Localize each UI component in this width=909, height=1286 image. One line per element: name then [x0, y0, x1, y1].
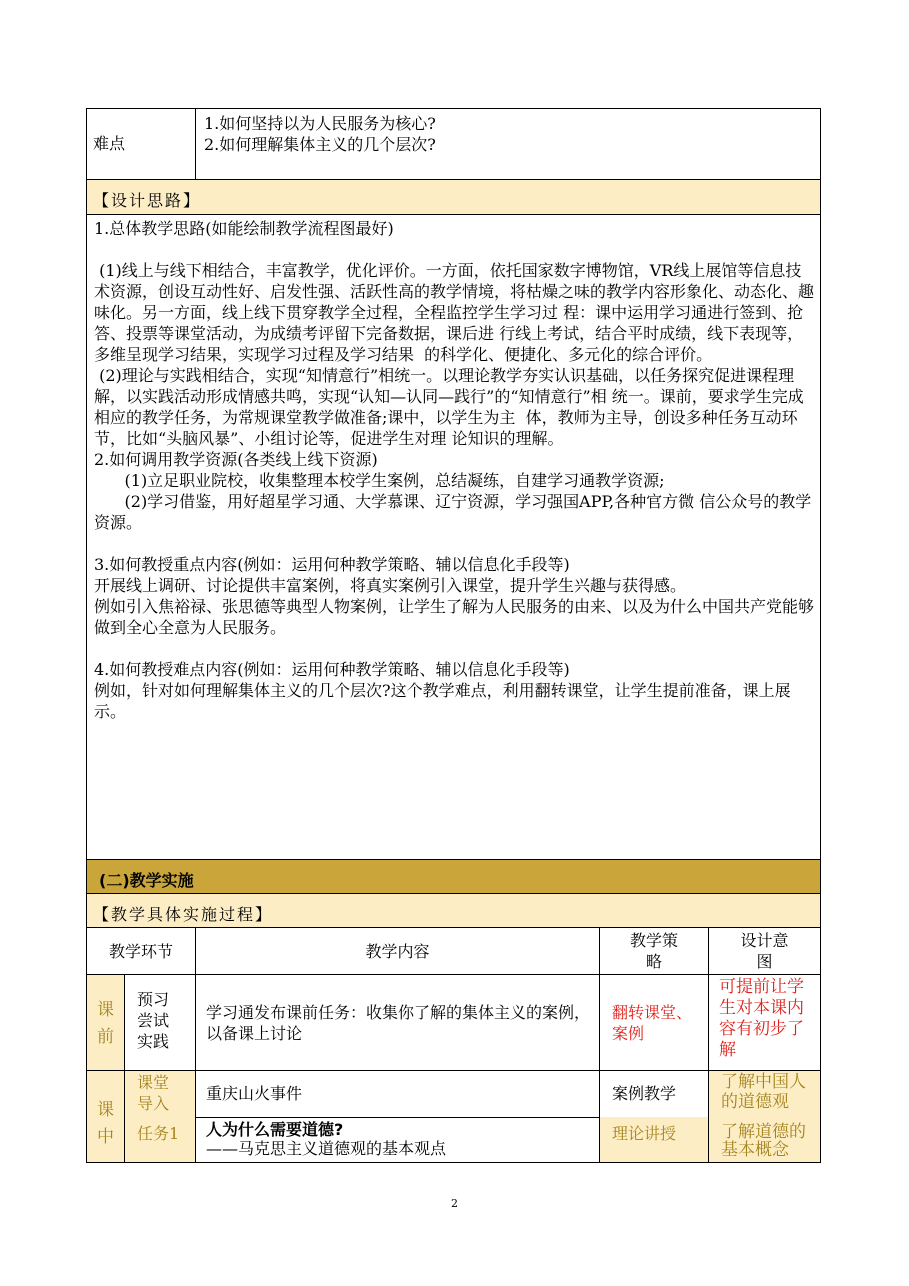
content-cell: 学习通发布课前任务：收集你了解的集体主义的案例，以备课上讨论 — [195, 975, 599, 1070]
design-para: 例如，针对如何理解集体主义的几个层次?这个教学难点，利用翻转课堂，让学生提前准备，课上展示。 — [94, 681, 791, 721]
difficulty-items — [195, 109, 820, 179]
design-para — [94, 533, 814, 554]
table-row — [124, 1071, 820, 1118]
content-cell: 重庆山火事件 — [195, 1071, 599, 1117]
design-para — [94, 239, 814, 260]
design-para: (1)立足职业院校，收集整理本校学生案例，总结凝练，自建学习通教学资源; — [94, 471, 665, 490]
design-para: 4.如何教授难点内容(例如：运用何种教学策略、辅以信息化手段等) — [94, 660, 570, 679]
design-para: (1)线上与线下相结合，丰富教学，优化评价。一方面，依托国家数字博物馆，VR线上展馆等信息技术资源，创设互动性好、启发性强、活跃性高的教学情境，将枯燥之味的教学内容形象化、动态化、趣味化。另一方面，线上线下贯穿教学全过程，全程监控学生学习过 程：课中运用学习通进行签到、抢答、投票等课堂活动，为成绩考评留下完备数据，课后进 行线上考试，结合平时成绩，线下表现等，多维呈现学习结果，实现学习过程及学习结果 的科学化、便捷化、多元化的综合评价。 — [94, 261, 815, 364]
column-content: 教学内容 — [195, 928, 599, 974]
phase-cell: 课前 — [87, 975, 124, 1070]
step-cell: 任务1 — [124, 1117, 195, 1162]
design-para: (2)理论与实践相结合，实现“知情意行”相统一。以理论教学夯实认识基础，以任务探究促进课程理解，以实践活动形成情感共鸣，实现“认知—认同—践行”的“知情意行”相 统一。课前，要求学生完成相应的教学任务，为常规课堂教学做准备;课中，以学生为主 体，教师为主导，创设多种任务互动环节，比如“头脑风暴”、小组讨论等，促进学生对理 论知识的理解。 — [94, 366, 804, 448]
step-cell: 课堂导入 — [124, 1071, 195, 1117]
design-para: 2.如何调用教学资源(各类线上线下资源) — [94, 450, 378, 469]
column-strategy: 教学策略 — [599, 928, 708, 974]
page-number: 2 — [451, 1197, 458, 1210]
design-body — [87, 215, 820, 859]
design-para: 1.总体教学思路(如能绘制教学流程图最好) — [94, 219, 394, 238]
step-cell: 预习尝试实践 — [124, 975, 195, 1070]
table-row — [86, 975, 821, 1071]
phase-cell: 课中 — [87, 1071, 124, 1162]
document-page — [86, 108, 821, 1163]
implementation-title-row — [86, 860, 821, 894]
column-stage: 教学环节 — [108, 942, 173, 961]
intent-cell: 了解道德的基本概念 — [708, 1117, 820, 1162]
design-body-row — [86, 215, 821, 860]
design-header-row — [86, 180, 821, 215]
table-row — [124, 1117, 820, 1162]
task-subtitle: ——马克思主义道德观的基本观点 — [206, 1139, 447, 1158]
strategy-cell: 案例教学 — [599, 1071, 708, 1117]
implementation-subheader: 【教学具体实施过程】 — [93, 905, 274, 924]
design-para: 例如引入焦裕禄、张思德等典型人物案例，让学生了解为人民服务的由来、以及为什么中国共产党能够做到全心全意为人民服务。 — [94, 597, 815, 637]
content-cell — [195, 1117, 599, 1162]
difficulty-item-1: 1.如何坚持以为人民服务为核心? — [204, 114, 436, 133]
difficulty-row — [86, 108, 821, 180]
table-row-group — [86, 1071, 821, 1163]
strategy-cell: 理论讲授 — [599, 1117, 708, 1162]
intent-cell: 可提前让学生对本课内容有初步了解 — [708, 975, 820, 1070]
design-header: 【设计思路】 — [93, 191, 202, 210]
difficulty-item-2: 2.如何理解集体主义的几个层次? — [204, 135, 436, 154]
table-header-row — [86, 928, 821, 975]
design-para: 开展线上调研、讨论提供丰富案例，将真实案例引入课堂，提升学生兴趣与获得感。 — [94, 576, 687, 595]
design-para: (2)学习借鉴，用好超星学习通、大学慕课、辽宁资源，学习强国APP,各种官方微 信公众号的教学资源。 — [94, 492, 812, 532]
task-title: 人为什么需要道德? — [206, 1120, 344, 1139]
intent-cell: 了解中国人的道德观 — [708, 1071, 820, 1117]
design-para: 3.如何教授重点内容(例如：运用何种教学策略、辅以信息化手段等) — [94, 555, 570, 574]
column-intent: 设计意图 — [708, 928, 820, 974]
strategy-cell: 翻转课堂、案例 — [599, 975, 708, 1070]
difficulty-label: 难点 — [93, 134, 126, 153]
design-para — [94, 638, 814, 659]
implementation-title: (二)教学实施 — [99, 871, 194, 890]
implementation-subheader-row — [86, 894, 821, 928]
